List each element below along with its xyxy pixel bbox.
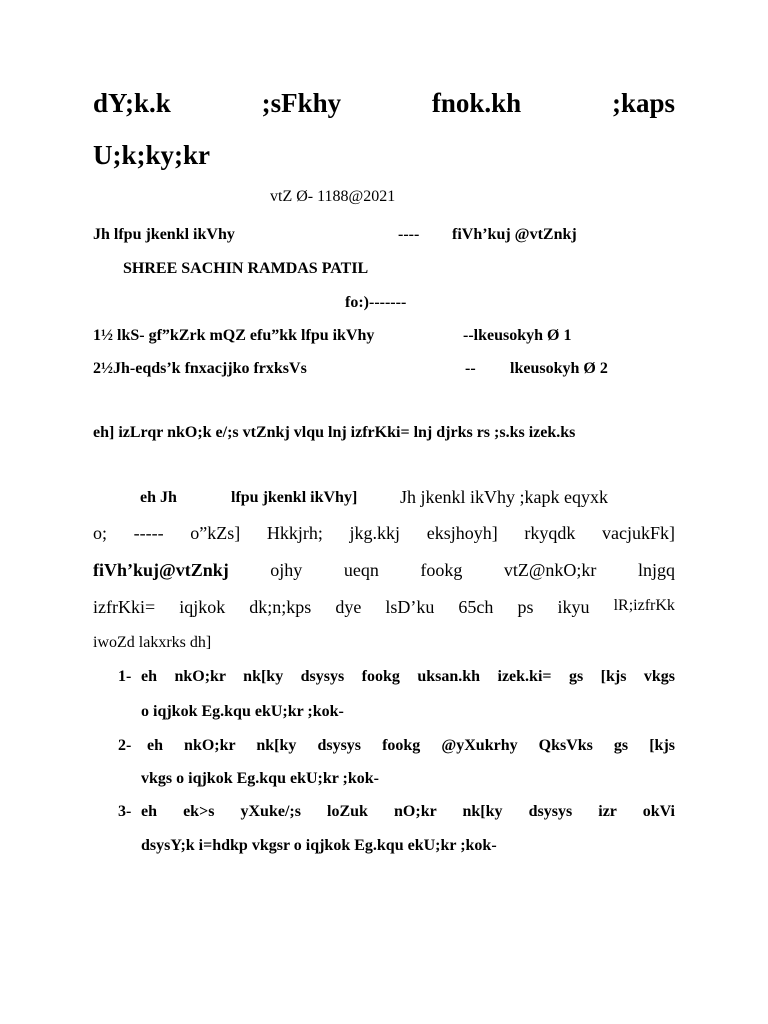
para-word: ikyu: [557, 597, 590, 617]
document-title-line-1: [93, 88, 675, 119]
para-word: fookg: [420, 560, 463, 580]
para-word: eksjhoyh]: [426, 523, 498, 543]
para-word: dk;n;kps: [249, 597, 312, 617]
title-word: dY;k.k: [93, 88, 171, 118]
para-word: ps: [517, 597, 534, 617]
list-item-1-line-1: eh nkO;kr nk[ky dsysys fookg uksan.kh izek.ki= gs [kjs vkgs: [141, 668, 675, 685]
respondent-2: 2½Jh-eqds’k fnxacjjko frxksVs: [93, 360, 307, 377]
list-item-3-line-1: eh ek>s yXuke/;s loZuk nO;kr nk[ky dsysys izr okVi: [141, 803, 675, 820]
respondent-2-dash: --: [465, 360, 476, 377]
para-name: lfpu jkenkl ikVhy]: [231, 489, 358, 506]
prayer-statement: eh] izLrqr nkO;k e/;s vtZnkj vlqu lnj izfrKki= lnj djrks rs ;s.ks izek.ks: [93, 424, 576, 441]
para-word: lsD’ku: [385, 597, 435, 617]
respondent-1: 1½ lkS- gf”kZrk mQZ efu”kk lfpu ikVhy: [93, 327, 375, 344]
respondent-2-role: lkeusokyh Ø 2: [510, 360, 608, 377]
para-word: vacjukFk]: [601, 523, 675, 543]
paragraph-line-5: iwoZd lakxrks dh]: [93, 634, 212, 651]
document-title-line-2: U;k;ky;kr: [93, 140, 211, 170]
para-word: lnjgq: [637, 560, 675, 580]
para-word: -----: [133, 523, 164, 543]
paragraph-line-2: [93, 523, 675, 544]
paragraph-line-3: [93, 560, 675, 581]
list-number: 2-: [118, 737, 132, 754]
para-word: jkg.kkj: [349, 523, 401, 543]
title-word: ;sFkhy: [261, 88, 342, 118]
para-word: 65ch: [458, 597, 494, 617]
list-item-1-line-2: o iqjkok Eg.kqu ekU;kr ;kok-: [141, 703, 344, 720]
para-word-bold: fiVh’kuj@vtZnkj: [93, 560, 229, 580]
para-text: Jh jkenkl ikVhy ;kapk eqyxk: [400, 487, 608, 507]
para-word: o”kZs]: [190, 523, 241, 543]
applicant-english-name: SHREE SACHIN RAMDAS PATIL: [123, 260, 369, 277]
para-word: ueqn: [343, 560, 379, 580]
para-word: Hkkjrh;: [266, 523, 323, 543]
applicant-name: Jh lfpu jkenkl ikVhy: [93, 226, 235, 243]
para-honorific: eh Jh: [140, 489, 177, 506]
case-number: vtZ Ø- 1188@2021: [270, 188, 396, 205]
list-item-3-line-2: dsysY;k i=hdkp vkgsr o iqjkok Eg.kqu ekU;kr ;kok-: [141, 837, 497, 854]
applicant-role: fiVh’kuj @vtZnkj: [452, 226, 577, 243]
paragraph-line-4: [93, 597, 675, 618]
para-word: ojhy: [270, 560, 303, 580]
para-word: rkyqdk: [524, 523, 576, 543]
applicant-dash: ----: [398, 226, 420, 243]
title-word: ;kaps: [611, 88, 675, 118]
para-word: iqjkok: [179, 597, 226, 617]
list-number: 1-: [118, 668, 132, 685]
respondent-1-role: --lkeusokyh Ø 1: [463, 327, 572, 344]
list-item-2-line-1: eh nkO;kr nk[ky dsysys fookg @yXukrhy QksVks gs [kjs: [147, 737, 675, 754]
para-word: dye: [335, 597, 362, 617]
para-word: izfrKki=: [93, 597, 156, 617]
para-word: vtZ@nkO;kr: [503, 560, 597, 580]
title-word: fnok.kh: [431, 88, 522, 118]
versus-label: fo:)-------: [345, 294, 407, 311]
list-item-2-line-2: vkgs o iqjkok Eg.kqu ekU;kr ;kok-: [141, 770, 380, 787]
para-word: o;: [93, 523, 108, 543]
para-word: lR;izfrKk: [613, 597, 675, 614]
list-number: 3-: [118, 803, 132, 820]
